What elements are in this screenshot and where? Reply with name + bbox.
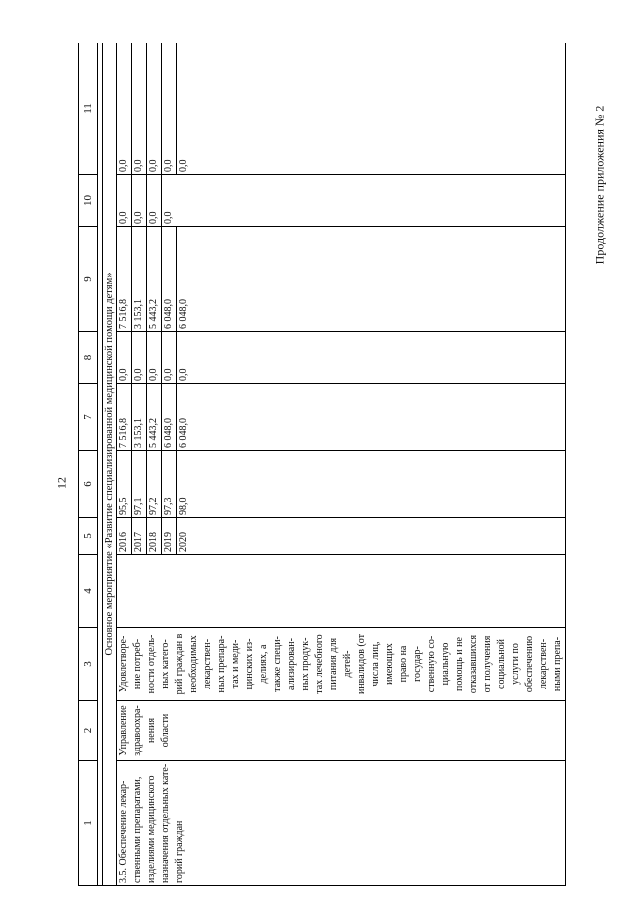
col-header-4: 4 [79,555,98,628]
year: 2016 [118,532,129,552]
value: 0,0 [118,211,129,224]
executor: Управление здравоохра- нения области [117,701,566,761]
table-rotated [78,43,603,886]
year: 2019 [162,518,177,554]
value: 95,5 [118,497,129,515]
value: 6 048,0 [162,227,177,331]
col7-list [117,384,191,450]
col-header-8: 8 [79,332,98,384]
col10-cell [117,175,566,227]
col9-cell [117,227,566,332]
value: 0,0 [162,43,177,174]
col8-cell [117,332,566,384]
col-header-5: 5 [79,518,98,555]
value: 0,0 [147,332,162,383]
col11-list [117,43,191,174]
value: 3 153,1 [132,227,147,331]
col4-cell [117,555,566,628]
value: 6 048,0 [162,384,177,450]
section-row [103,43,117,886]
header-row [79,43,98,886]
value: 97,3 [162,451,177,517]
indicator-description: Удовлетворе- ние потреб- ности отдель- ных катего- рий граждан в необходимых лекарствен- ных препара- тах и меди- цинских из- делиях, а также специ- ализирован- ных продук- тах лечебного питания для детей- инвалидов (от числа лиц, имеющих право на государ- ственную со- циальную помощь и не отказавшихся от получения социальной услуги по обеспечению лекарствен- ными препа- [117,628,566,701]
value: 97,1 [132,451,147,517]
col9-list [117,227,191,331]
page-number: 12 [54,477,69,489]
col-header-3: 3 [79,628,98,701]
col-header-10: 10 [79,175,98,227]
year: 2018 [147,518,162,554]
data-table [78,43,566,886]
table-row [117,43,566,886]
years-list [117,518,191,554]
appendix-title: Продолжение приложения № 2 [592,105,607,265]
col-header-6: 6 [79,451,98,518]
col6-list [117,451,191,517]
col7-cell [117,384,566,451]
col8-list [117,332,191,383]
value: 0,0 [162,332,177,383]
value: 3 153,1 [132,384,147,450]
col-header-9: 9 [79,227,98,332]
value: 5 443,2 [147,384,162,450]
col-header-2: 2 [79,701,98,761]
year: 2020 [177,518,192,554]
col6-cell [117,451,566,518]
value: 0,0 [132,175,147,226]
col-header-7: 7 [79,384,98,451]
value: 0,0 [132,332,147,383]
activity-name: 3.5. Обеспечение лекар- ственными препаратами, изделиями медицинского назначения отдельных кате- горий граждан [117,761,566,886]
value: 0,0 [118,159,129,172]
value: 0,0 [177,332,192,383]
value: 7 516,8 [118,299,129,329]
value: 0,0 [118,368,129,381]
value: 0,0 [147,43,162,174]
value: 6 048,0 [177,227,192,331]
value: 0,0 [147,175,162,226]
value: 0,0 [162,175,177,226]
value: 97,2 [147,451,162,517]
value: 0,0 [132,43,147,174]
value: 7 516,8 [118,418,129,448]
col-header-11: 11 [79,43,98,175]
value: 98,0 [177,451,192,517]
col10-list [117,175,176,226]
year: 2017 [132,518,147,554]
col11-cell [117,43,566,175]
value: 0,0 [177,43,192,174]
years-cell [117,518,566,555]
value: 6 048,0 [177,384,192,450]
section-title: Основное мероприятие «Развитие специализированной медицинской помощи детям» [103,43,117,886]
col-header-1: 1 [79,761,98,886]
value: 5 443,2 [147,227,162,331]
table-frame [78,43,603,886]
